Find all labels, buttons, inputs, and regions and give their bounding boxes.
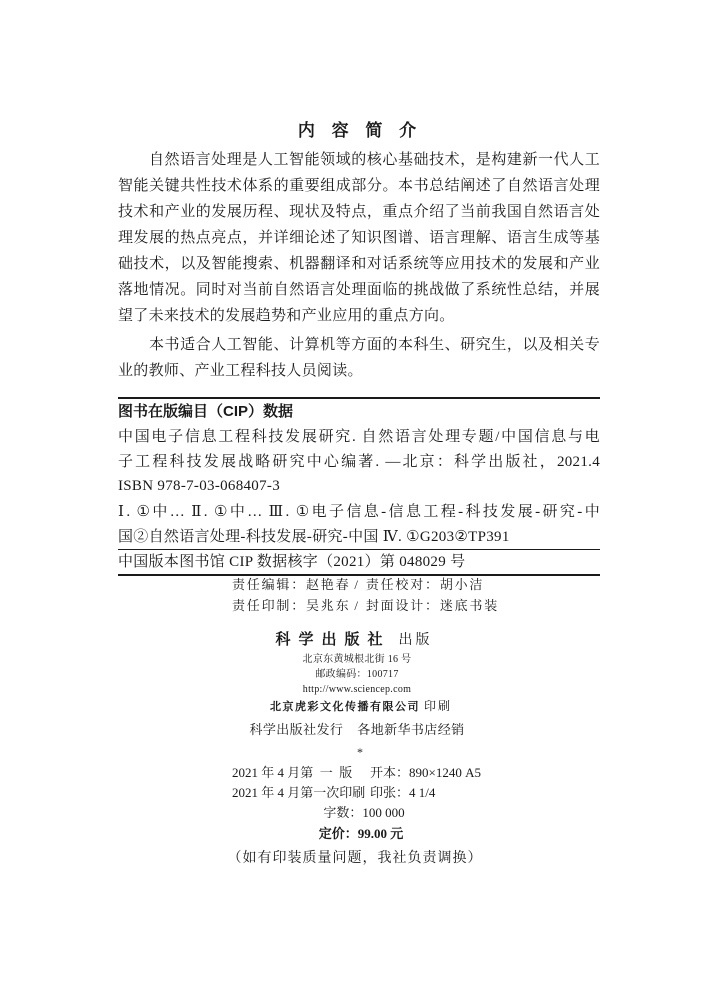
divider-asterisk: *: [357, 745, 363, 759]
publisher-website: http://www.sciencep.com: [302, 683, 412, 695]
edition-line-2: [232, 783, 435, 803]
summary-title: 内 容 简 介: [297, 121, 423, 140]
distribution-sellers: 各地新华书店经销: [357, 722, 465, 737]
cip-classification: [118, 500, 600, 550]
publisher-postcode: 邮政编码：100717: [315, 668, 399, 680]
quality-notice: （如有印装质量问题，我社负责调换）: [227, 851, 483, 866]
summary-paragraph-2: [118, 332, 600, 384]
paragraph-line: 望了未来技术的发展趋势和产业应用的重点方向。: [118, 308, 455, 324]
publisher-role: 出版: [398, 633, 433, 648]
credit-separator: /: [354, 598, 360, 613]
printer-role: 印刷: [423, 699, 452, 713]
distribution-line: [0, 720, 714, 740]
cip-top-rule: [118, 397, 600, 399]
publisher-address: 北京东黄城根北街 16 号: [302, 653, 412, 665]
credit-editor: 责任编辑：赵艳春: [232, 577, 351, 592]
paragraph-line: 本书适合人工智能、计算机等方面的本科生、研究生，以及相关专: [149, 337, 600, 353]
credit-print-manager: 责任印制：吴兆东: [232, 598, 351, 613]
summary-paragraph-1: [118, 147, 600, 329]
cip-heading: 图书在版编目（CIP）数据: [118, 403, 294, 420]
cip-entry: [118, 425, 600, 499]
printer-name: 北京虎彩文化传播有限公司: [269, 701, 420, 713]
cip-classification-line: 国②自然语言处理-科技发展-研究-中国 Ⅳ. ①G203②TP391: [118, 528, 510, 545]
edition-line-1: [232, 763, 481, 783]
book-format: 开本：890×1240 A5: [370, 765, 481, 780]
price: 定价：99.00 元: [318, 826, 404, 841]
distribution-issuer: 科学出版社发行: [249, 722, 344, 737]
credit-separator: /: [354, 577, 360, 592]
paragraph-line: 础技术，以及智能搜索、机器翻译和对话系统等应用技术的发展和产业: [118, 256, 600, 272]
credits-line-editorial: [232, 575, 484, 595]
cip-classification-line: Ⅰ. ①中… Ⅱ. ①中… Ⅲ. ①电子信息-信息工程-科技发展-研究-中: [118, 503, 600, 520]
paragraph-line: 自然语言处理是人工智能领域的核心基础技术，是构建新一代人工: [149, 152, 600, 168]
first-printing: 2021 年 4 月第一次印刷: [232, 785, 366, 800]
cip-thin-rule: [118, 549, 600, 550]
printer-line: [0, 696, 720, 717]
paragraph-line: 理发展的热点亮点，并详细论述了知识图谱、语言理解、语言生成等基: [118, 230, 600, 246]
publisher-name-logo: 科学出版社: [275, 632, 391, 648]
publisher-line: [0, 630, 708, 651]
cip-record-number: 中国版本图书馆 CIP 数据核字（2021）第 048029 号: [118, 554, 466, 570]
paragraph-line: 技术和产业的发展历程、现状及特点，重点介绍了当前我国自然语言处: [118, 204, 600, 220]
cip-entry-line: 子工程科技发展战略研究中心编著. —北京：科学出版社，2021.4: [118, 453, 600, 470]
first-edition: 2021 年 4 月第 一 版: [232, 765, 353, 780]
credits-line-production: [232, 596, 499, 616]
cip-isbn: ISBN 978-7-03-068407-3: [118, 478, 281, 494]
credit-cover-design: 封面设计：迷底书装: [365, 598, 500, 613]
paragraph-line: 落地情况。同时对当前自然语言处理面临的挑战做了系统性总结，并展: [118, 282, 600, 298]
cip-entry-line: 中国电子信息工程科技发展研究. 自然语言处理专题/中国信息与电: [118, 429, 600, 445]
paragraph-line: 业的教师、产业工程科技人员阅读。: [118, 363, 363, 379]
printed-sheets: 印张：4 1/4: [370, 785, 436, 800]
credit-proofreader: 责任校对：胡小洁: [365, 577, 485, 592]
word-count: 字数：100 000: [323, 805, 405, 820]
paragraph-line: 智能关键共性技术体系的重要组成部分。本书总结阐述了自然语言处理: [118, 178, 600, 194]
